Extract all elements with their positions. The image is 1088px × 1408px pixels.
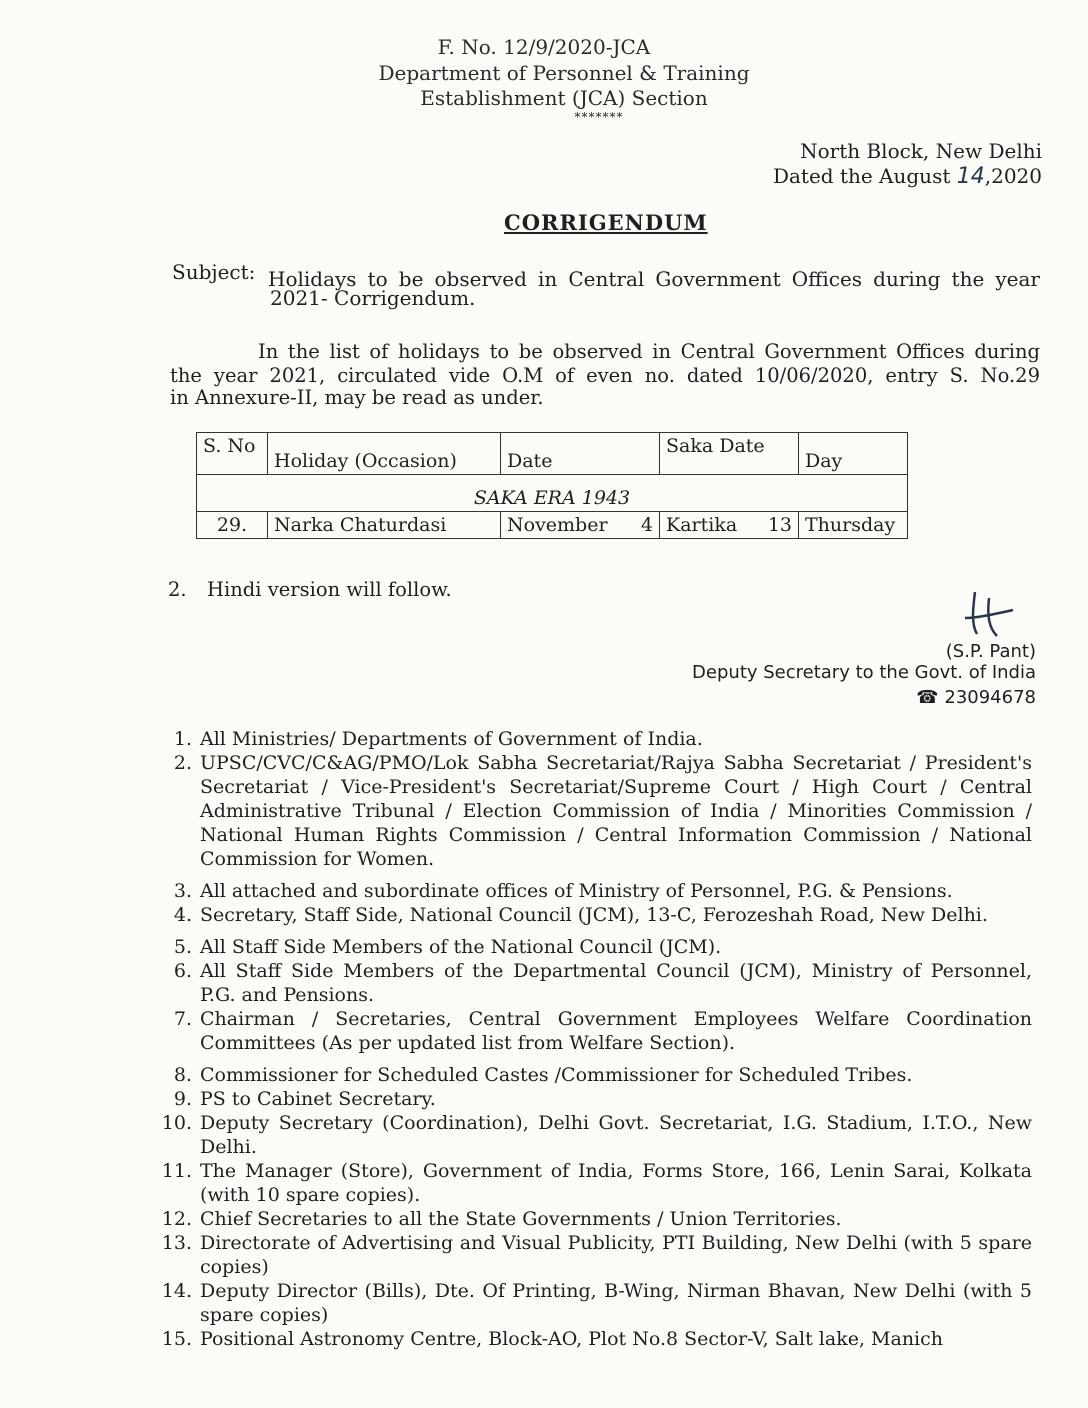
- cell-saka-date: [660, 512, 799, 539]
- header-day: Day: [799, 433, 908, 475]
- list-item: 6. All Staff Side Members of the Departmental Council (JCM), Ministry of Personnel, P.G. and Pensions.: [173, 960, 1032, 1006]
- holiday-table: [196, 432, 908, 539]
- list-item: 13. Directorate of Advertising and Visual Publicity, PTI Building, New Delhi (with 5 spare copies): [161, 1232, 1032, 1278]
- list-item: 8. Commissioner for Scheduled Castes /Commissioner for Scheduled Tribes.: [173, 1064, 913, 1086]
- document-title: CORRIGENDUM: [504, 210, 708, 235]
- cell-day-num: 4: [640, 514, 653, 536]
- list-item: 4. Secretary, Staff Side, National Council (JCM), 13-C, Ferozeshah Road, New Delhi.: [173, 904, 988, 926]
- cell-saka-day: 13: [767, 514, 792, 536]
- list-item: 15. Positional Astronomy Centre, Block-AO, Plot No.8 Sector-V, Salt lake, Manich: [161, 1328, 944, 1350]
- table-era-row: [197, 475, 908, 512]
- phone-line: [916, 687, 1036, 708]
- file-number: F. No. 12/9/2020-JCA: [437, 35, 651, 59]
- date-day-handwritten: 14: [956, 164, 985, 189]
- signatory-designation: Deputy Secretary to the Govt. of India: [692, 662, 1036, 683]
- cell-holiday: Narka Chaturdasi: [268, 512, 501, 539]
- signatory-name: (S.P. Pant): [945, 641, 1036, 662]
- header-sno: S. No: [197, 433, 268, 475]
- cell-weekday: Thursday: [799, 512, 908, 539]
- list-item: 14. Deputy Director (Bills), Dte. Of Printing, B-Wing, Nirman Bhavan, New Delhi (with 5 spare copies): [161, 1280, 1032, 1326]
- cell-saka-month: Kartika: [666, 514, 738, 536]
- date-year: ,2020: [984, 164, 1042, 188]
- phone-number: 23094678: [944, 687, 1036, 708]
- para1-line-1: In the list of holidays to be observed in Central Government Offices during: [258, 340, 1040, 363]
- list-item: 11. The Manager (Store), Government of India, Forms Store, 166, Lenin Sarai, Kolkata (with 10 spare copies).: [161, 1160, 1032, 1206]
- para2-text: Hindi version will follow.: [207, 578, 452, 601]
- header-holiday: Holiday (Occasion): [268, 433, 501, 475]
- cell-sno: 29.: [197, 512, 268, 539]
- cell-month: November: [507, 514, 608, 536]
- date-prefix: Dated the August: [772, 164, 951, 188]
- header-stars: *******: [574, 110, 624, 124]
- section-name: Establishment (JCA) Section: [420, 86, 708, 110]
- header-date: Date: [501, 433, 660, 475]
- list-item: 12. Chief Secretaries to all the State Governments / Union Territories.: [161, 1208, 842, 1230]
- saka-era: SAKA ERA 1943: [197, 475, 908, 512]
- list-item: 2. UPSC/CVC/C&AG/PMO/Lok Sabha Secretariat/Rajya Sabha Secretariat / President's Secretariat / Vice-President's Secretariat/Supreme Court / High Court / Central Administrative Tribunal / Election Commission of India / Minorities Commission / National Human Rights Commission / Central Information Commission / National Commission for Women.: [173, 752, 1032, 870]
- para2-number: 2.: [168, 578, 187, 601]
- cell-date: [501, 512, 660, 539]
- place: North Block, New Delhi: [800, 139, 1042, 163]
- subject-line-1: Holidays to be observed in Central Government Offices during the year: [268, 267, 1040, 291]
- para1-line-2: the year 2021, circulated vide O.M of even no. dated 10/06/2020, entry S. No.29: [170, 364, 1040, 387]
- table-header-row: [197, 433, 908, 475]
- list-item: 5. All Staff Side Members of the National Council (JCM).: [173, 936, 722, 958]
- header-saka-date: Saka Date: [660, 433, 799, 475]
- date-line: [773, 164, 1042, 189]
- list-item: 9. PS to Cabinet Secretary.: [173, 1088, 436, 1110]
- department-name: Department of Personnel & Training: [378, 61, 750, 85]
- list-item: 7. Chairman / Secretaries, Central Government Employees Welfare Coordination Committees (As per updated list from Welfare Section).: [173, 1008, 1032, 1054]
- list-item: 3. All attached and subordinate offices of Ministry of Personnel, P.G. & Pensions.: [173, 880, 953, 902]
- phone-icon: ☎: [916, 687, 939, 708]
- subject-label: Subject:: [172, 260, 256, 284]
- para1-line-3: in Annexure-II, may be read as under.: [170, 386, 544, 409]
- subject-line-2: 2021- Corrigendum.: [270, 286, 476, 310]
- distribution-list: [160, 727, 1032, 1351]
- list-item: 1. All Ministries/ Departments of Government of India.: [173, 728, 703, 750]
- signature-label: Signature: [955, 588, 961, 589]
- signature-mark: [955, 588, 1035, 642]
- table-row: [197, 512, 908, 539]
- list-item: 10. Deputy Secretary (Coordination), Delhi Govt. Secretariat, I.G. Stadium, I.T.O., New Delhi.: [161, 1112, 1032, 1158]
